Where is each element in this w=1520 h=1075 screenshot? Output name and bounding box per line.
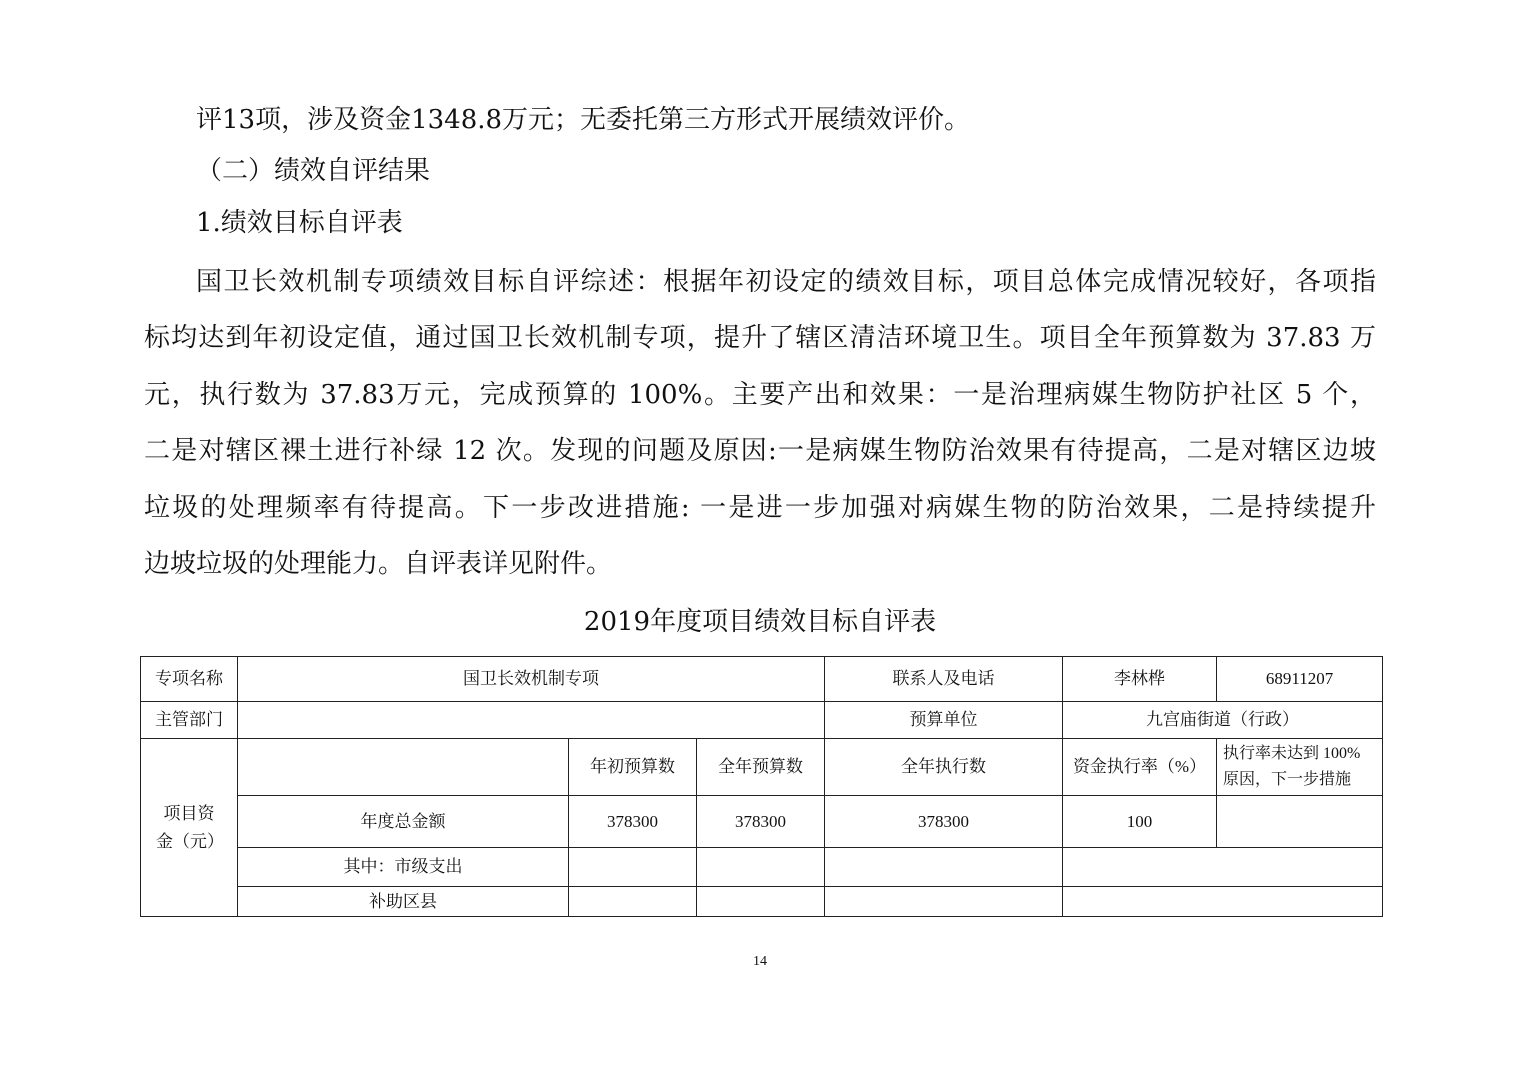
contact-name: 李林桦 bbox=[1063, 657, 1217, 702]
section-heading: （二）绩效自评结果 bbox=[196, 156, 431, 186]
row-label: 年度总金额 bbox=[238, 796, 569, 848]
row-initial bbox=[569, 887, 697, 917]
paragraph-line: 边坡垃圾的处理能力。自评表详见附件。 bbox=[144, 549, 613, 579]
budget-unit: 九宫庙街道（行政） bbox=[1063, 702, 1383, 739]
row-rate bbox=[1063, 887, 1383, 917]
project-name: 国卫长效机制专项 bbox=[238, 657, 825, 702]
row-executed: 378300 bbox=[825, 796, 1063, 848]
row-label: 其中：市级支出 bbox=[238, 848, 569, 887]
header-blank bbox=[238, 739, 569, 796]
paragraph-line: 元，执行数为 37.83万元，完成预算的 100%。主要产出和效果：一是治理病媒生物防护社区 5 个， bbox=[144, 380, 1376, 410]
body-line-1: 评13项，涉及资金1348.8万元；无委托第三方形式开展绩效评价。 bbox=[196, 105, 971, 135]
self-evaluation-table bbox=[140, 656, 1383, 917]
funds-label-text: 项目资金（元） bbox=[156, 803, 224, 851]
subsection-heading: 1.绩效目标自评表 bbox=[196, 208, 403, 238]
row-note bbox=[1217, 796, 1383, 848]
contact-phone: 68911207 bbox=[1217, 657, 1383, 702]
row-initial: 378300 bbox=[569, 796, 697, 848]
row-annual bbox=[697, 887, 825, 917]
dept-label: 主管部门 bbox=[141, 702, 238, 739]
row-initial bbox=[569, 848, 697, 887]
paragraph-line: 二是对辖区裸土进行补绿 12 次。发现的问题及原因:一是病媒生物防治效果有待提高，二是对辖区边坡 bbox=[144, 436, 1376, 466]
header-note-line1: 执行率未达到 100% bbox=[1223, 745, 1361, 762]
budget-unit-label: 预算单位 bbox=[825, 702, 1063, 739]
paragraph-line: 国卫长效机制专项绩效目标自评综述：根据年初设定的绩效目标，项目总体完成情况较好，各项指 bbox=[196, 267, 1376, 297]
project-name-label: 专项名称 bbox=[141, 657, 238, 702]
header-annual-budget: 全年预算数 bbox=[697, 739, 825, 796]
paragraph-line: 标均达到年初设定值，通过国卫长效机制专项，提升了辖区清洁环境卫生。项目全年预算数为 37.83 万 bbox=[144, 323, 1376, 353]
page-number: 14 bbox=[753, 954, 767, 969]
funds-label bbox=[141, 739, 238, 917]
header-annual-execution: 全年执行数 bbox=[825, 739, 1063, 796]
row-rate bbox=[1063, 848, 1383, 887]
header-execution-rate: 资金执行率（%） bbox=[1063, 739, 1217, 796]
row-annual: 378300 bbox=[697, 796, 825, 848]
row-annual bbox=[697, 848, 825, 887]
row-label: 补助区县 bbox=[238, 887, 569, 917]
row-executed bbox=[825, 887, 1063, 917]
dept-value bbox=[238, 702, 825, 739]
row-rate: 100 bbox=[1063, 796, 1217, 848]
header-initial-budget: 年初预算数 bbox=[569, 739, 697, 796]
header-note-line2: 原因，下一步措施 bbox=[1223, 771, 1352, 788]
paragraph-line: 垃圾的处理频率有待提高。下一步改进措施: 一是进一步加强对病媒生物的防治效果，二是持续提升 bbox=[144, 493, 1376, 523]
header-note bbox=[1217, 739, 1383, 796]
row-executed bbox=[825, 848, 1063, 887]
contact-label: 联系人及电话 bbox=[825, 657, 1063, 702]
table-title: 2019年度项目绩效目标自评表 bbox=[583, 607, 937, 637]
